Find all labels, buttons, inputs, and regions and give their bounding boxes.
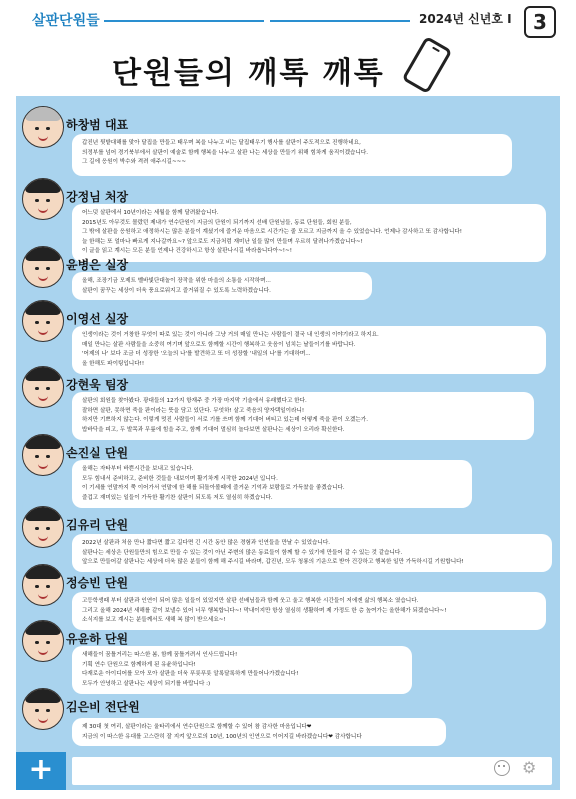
header-rule-right [270,20,410,22]
message-line: 2022년 살판과 처음 만나 짧다면 짧고 길다면 긴 시간 동안 많은 경험과 인연들을 만날 수 있었습니다. [82,540,331,546]
member-name: 이영선 실장 [66,312,129,326]
page-number: 3 [524,6,556,38]
page-header [0,0,576,40]
message-bubble [72,326,546,374]
member-name: 정승빈 단원 [66,576,129,590]
message-line: 모두가 안녕하고 살판나는 세상이 되기를 바랍니다 :) [82,680,211,687]
message-line: 다재로운 아이디어를 모아 모아 살판을 더욱 푸릇푸릇 알록달록하게 만들어나가겠습니다! [82,671,299,677]
avatar [22,620,64,662]
message-line: 이 기세를 연말까지 쭉 이어가서 연말에 한 해를 되돌아볼때에 즐거운 기억과 보람들로 가득찼을 좋겠습니다. [82,485,345,491]
message-line: 갑진년 뒷밭대해를 맞아 달집을 만들고 태우며 복을 나누고 비는 달집태우기 행사를 살판이 주도적으로 진행하네요, [82,140,361,146]
issue-label: 2024년 신년호 I [419,12,512,26]
member-name: 윤병은 실장 [66,258,129,272]
message-bubble [72,134,512,176]
message-line: 새해들이 꿈틀거리는 따스한 봄, 함께 꿈틀거려서 인사드립니다! [82,652,238,658]
message-line: 2015년도 아무것도 몰랐던 제내가 연수단원이 지금의 단원이 되기까지 선배 단원님들, 동료 단원들, 회원 분들, [82,219,352,226]
brand-label: 살판단원들 [32,13,100,29]
chat-input-bar [16,752,560,790]
message-line: 살판나는 세상은 단원들만의 힘으로 만들 수 있는 것이 아닌 주변의 많은 동료들이 함께 할 수 있기에 만들어 갈 수 있는 것 같습니다. [82,549,403,556]
emoji-icon[interactable] [494,760,510,776]
message-line: 올 한해도 파이팅입니다!! [82,360,145,367]
chat-window [16,96,560,790]
message-line: 이 글을 읽고 계시는 모든 분들 언제나 건강하시고 항상 살판나시길 바라옵니다아~!~! [82,248,292,254]
message-line: 살판의 회원들 찾아봤다. 광대들의 12가지 항재주 중 가장 마지막 기술에서 유래했다고 한다. [82,398,307,404]
message-bubble [72,460,472,508]
message-line: 기획 연수 단원으로 함께하게 된 유윤하입니다! [82,661,196,668]
member-name: 김은비 전단원 [66,700,140,714]
message-line: 즐겁고 재미있는 일들이 가득한 활기찬 살판이 되도록 저도 열심히 하겠습니다. [82,494,273,501]
message-line: '어제의 나' 보다 조금 더 성장한 '오늘의 나'를 발견하고 또 더 성장할 '내일의 나'를 기대하며... [82,351,311,357]
message-line: 그 밖에 살판을 응원하고 애정하시는 많은 분들이 계셨기에 즐거운 마음으로 시간가는 줄 모르고 지금까지 올 수 있었습니다. 언제나 감사하고 또 감사합니다! [82,229,463,235]
member-name: 김유리 단원 [66,518,129,532]
avatar [22,300,64,342]
member-name: 손진실 단원 [66,446,129,460]
avatar [22,246,64,288]
message-bubble [72,592,546,630]
avatar [22,434,64,476]
message-line: 고등학생때 부터 살판과 인연이 되어 많은 일들이 있었지만 살판 선배님들과 함께 웃고 울고 행복한 시간들이 저에겐 삶의 행복소 였습니다. [82,598,419,604]
message-line: 인생이라는 것이 거창한 무엇이 따로 있는 것이 아니라 그냥 거의 매일 만나는 사람들이 결국 내 인생의 이야기라고 하지요. [82,332,379,338]
message-bubble [72,392,534,440]
message-bubble [72,646,412,694]
message-line: 어느덧 살판에서 10년이라는 세월을 함께 달려왔습니다. [82,210,219,216]
page-title: 단원들의 깨톡 깨톡 [112,56,385,91]
message-bubble [72,272,372,300]
message-line: 제 30대 첫 여리, 살판이라는 울타리에서 연수단원으로 함께할 수 있어 참 감사한 마음입니다❤ [82,724,312,730]
message-line: 지금의 이 따스한 유대를 고스란히 잘 지켜 앞으로의 10년, 100년의 인연으로 이어지길 바라겠습니다❤ 감사합니다 [82,733,362,740]
message-line: 모두 힘내서 준비하고, 준비한 것들을 내보이며 활기차게 시작한 2024년 입니다. [82,475,278,482]
message-line: 소식지를 보고 계시는 분들께서도 새해 복 많이 받으세요~! [82,617,226,623]
avatar [22,688,64,730]
avatar [22,564,64,606]
smartphone-icon [402,36,453,94]
message-line: 밥바닥을 피고, 두 발목과 무릎에 힘을 주고, 함께 기대어 멀심히 놀다보면 살판나는 세상이 오리라 확신한다. [82,426,345,433]
message-line: 앞으로 만들어갈 살판나는 세상에 더욱 많은 분들이 함께 해 주시길 바라며, 갑진년, 모두 청룡의 기운으로 받아 건강하고 행복한 일만 가득하시길 기원합니다! [82,559,464,565]
member-name: 강현욱 팀장 [66,378,129,392]
header-rule-left [104,20,264,22]
message-line: 의정부를 넘어 경기북부에서 살판이 예술로 함께 행복을 나누고 살판 나는 세상을 만들기 위해 힘차게 움직이겠습니다. [82,149,369,156]
avatar [22,366,64,408]
message-line: 늘 한해는 또 얼마나 빠르게 지나갈까요~? 앞으로도 지금처럼 재미난 일들 많이 만들며 우르히 달려나가겠습니다~! [82,238,363,245]
avatar [22,178,64,220]
avatar [22,106,64,148]
message-bubble [72,534,552,572]
message-line: 매일 만나는 살판 사람들을 소중히 여기며 앞으로도 함께할 시간이 행복하고 웃음이 넘치는 날들이기를 바랍니다. [82,341,356,348]
message-line: 잘하면 살판, 못하면 죽을 판이라는 뜻을 담고 있단다. 무엇하! 살고 죽음의 양자택일이라니! [82,407,305,414]
member-name: 하창범 대표 [66,118,129,132]
member-name: 유윤하 단원 [66,632,129,646]
message-line: 그리고 올해 2024년 새해를 같이 보낼수 있어 너무 행복합니다~! 막내이지만 항상 열심히 생활하며 제 가정도 한 층 높여가는 올한해가 되겠습니다~! [82,607,447,614]
avatar [22,506,64,548]
gear-icon[interactable]: ⚙ [522,758,537,777]
message-line: 올해는 자타부터 바쁜시간을 보내고 있습니다. [82,466,194,472]
message-bubble [72,718,446,746]
message-line: 살판이 꿈꾸는 세상이 더욱 풍요로워지고 즐거워질 수 있도록 노력하겠습니다. [82,287,271,294]
message-input[interactable] [72,757,552,785]
message-line: 하지만 기쁘하지 않는다. 이렇게 멋진 사람들이 서로 기를 쓰며 함께 기대어 버티고 있는데 어떻게 죽을 판이 오겠는가. [82,417,368,423]
message-bubble [72,204,546,262]
member-name: 강정님 처장 [66,190,129,204]
message-line: 그 길에 응원이 박수와 격려 애주시길~~~ [82,159,187,165]
message-line: 올해, 조장기금 모제트 벨바빛단대놀이 장작을 위한 마을의 소통을 시작하며... [82,278,271,284]
add-button[interactable]: + [16,752,66,790]
